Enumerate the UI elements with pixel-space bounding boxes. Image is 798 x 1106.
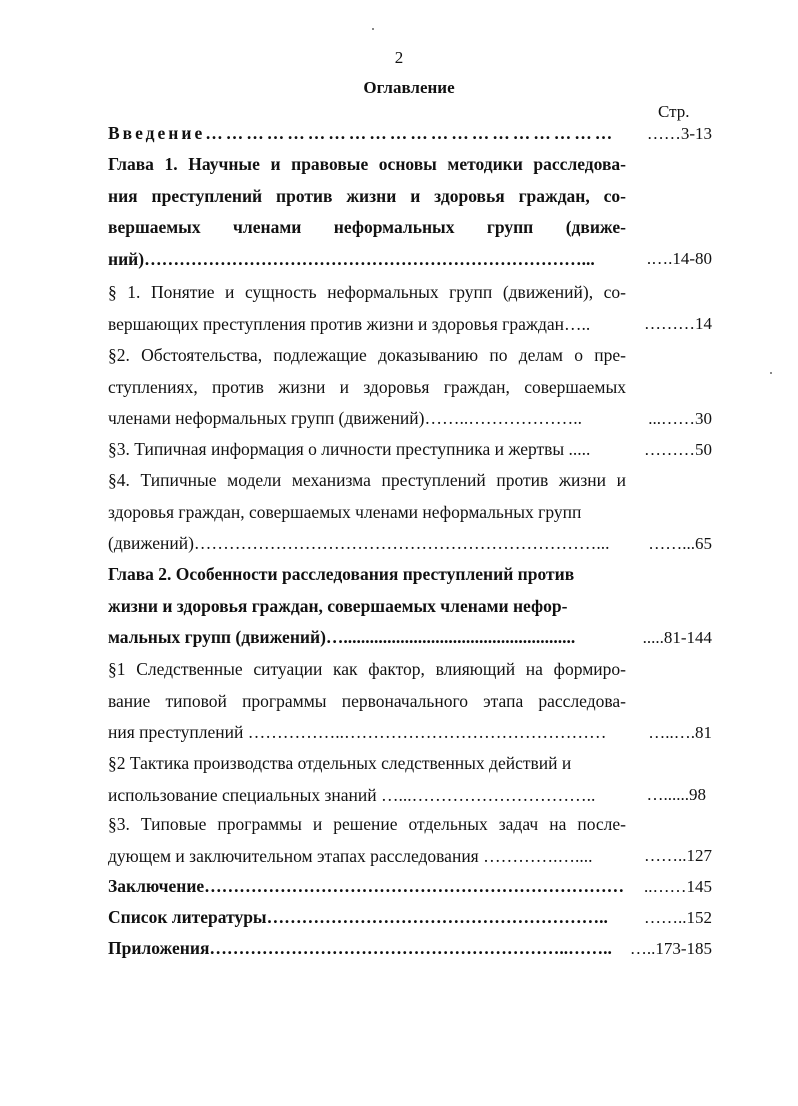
toc-entry-page: ……3-13 bbox=[646, 124, 712, 143]
toc-entry-line: §1 Следственные ситуации как фактор, влияющий на формиро- bbox=[108, 659, 626, 679]
toc-entry-chapter-2 bbox=[108, 559, 626, 654]
toc-entry-line: Приложения……………………………………………………..…….. bbox=[108, 938, 612, 958]
toc-entry-page: .….14-80 bbox=[646, 249, 712, 268]
toc-entry-line: ния преступлений против жизни и здоровья граждан, со- bbox=[108, 185, 626, 206]
toc-entry-line: ступлениях, против жизни и здоровья граждан, совершаемых bbox=[108, 376, 626, 397]
toc-title: Оглавление bbox=[363, 78, 455, 97]
toc-entry-line: вершающих преступления против жизни и здоровья граждан….. bbox=[108, 313, 591, 334]
page-column-header: Стр. bbox=[658, 102, 690, 121]
toc-entry-bibliography bbox=[108, 902, 626, 934]
toc-entry-line: использование специальных знаний …...………………………….. bbox=[108, 784, 596, 805]
toc-entry-line: Список литературы………………………………………………….. bbox=[108, 907, 608, 927]
toc-entry-line: §2 Тактика производства отдельных следственных действий и bbox=[108, 753, 572, 773]
toc-entry-line: Глава 2. Особенности расследования преступлений против bbox=[108, 564, 575, 584]
toc-entry-page: ...……30 bbox=[648, 409, 712, 428]
toc-entry-line: членами неформальных групп (движений)……..……………….. bbox=[108, 408, 582, 428]
toc-entry-conclusion bbox=[108, 871, 626, 903]
toc-entry-page: ……..127 bbox=[644, 846, 712, 865]
toc-entry-page: ………50 bbox=[644, 440, 712, 459]
page-number: 2 bbox=[394, 48, 404, 67]
toc-entry-line: здоровья граждан, совершаемых членами неформальных групп bbox=[108, 501, 582, 522]
toc-entry-page: …..….81 bbox=[648, 723, 712, 742]
toc-entry-line: ний)…………………………………………………………………... bbox=[108, 248, 595, 269]
toc-entry-line: §2. Обстоятельства, подлежащие доказыванию по делам о пре- bbox=[108, 345, 626, 365]
toc-entry-section-2-1 bbox=[108, 654, 626, 749]
toc-entry-introduction bbox=[108, 118, 626, 150]
toc-entry-line: Введение…………………………………………………… bbox=[108, 123, 616, 143]
toc-entry-page: ……..152 bbox=[644, 908, 712, 927]
toc-entry-appendices bbox=[108, 933, 626, 965]
toc-entry-section-1-3 bbox=[108, 434, 626, 466]
toc-entry-line: § 1. Понятие и сущность неформальных групп (движений), со- bbox=[108, 282, 626, 302]
toc-entry-section-1-4 bbox=[108, 465, 626, 560]
toc-entry-line: §3. Типовые программы и решение отдельных задач на после- bbox=[108, 814, 626, 834]
toc-entry-line: Заключение……………………………………………………………… bbox=[108, 876, 625, 896]
toc-entry-line: §4. Типичные модели механизма преступлений против жизни и bbox=[108, 470, 626, 490]
toc-entry-page: ..……145 bbox=[644, 877, 712, 896]
toc-entry-page: ………14 bbox=[644, 314, 712, 333]
toc-entry-section-1-2 bbox=[108, 340, 626, 435]
toc-entry-page: …..173-185 bbox=[629, 939, 712, 958]
toc-entry-line: Глава 1. Научные и правовые основы методики расследова- bbox=[108, 154, 626, 174]
toc-entry-section-1-1 bbox=[108, 277, 626, 340]
toc-entry-line: дующем и заключительном этапах расследования ………….….... bbox=[108, 845, 593, 866]
toc-entry-line: §3. Типичная информация о личности преступника и жертвы ..... bbox=[108, 439, 591, 459]
toc-entry-line: вершаемых членами неформальных групп (движе- bbox=[108, 217, 626, 237]
scan-speck bbox=[372, 28, 374, 30]
toc-entry-chapter-1 bbox=[108, 149, 626, 275]
toc-entry-line: мальных групп (движений)…..................................................... bbox=[108, 627, 576, 647]
toc-entry-line: (движений)……………………………………………………………... bbox=[108, 533, 610, 553]
toc-entry-line: вание типовой программы первоначального этапа расследова- bbox=[108, 690, 626, 711]
toc-entry-line: жизни и здоровья граждан, совершаемых членами нефор- bbox=[108, 595, 568, 616]
toc-entry-page: ……...65 bbox=[648, 534, 712, 553]
toc-entry-page: …......98 bbox=[646, 785, 706, 804]
toc-entry-page: .....81-144 bbox=[642, 628, 712, 647]
scan-speck bbox=[770, 372, 772, 374]
toc-entry-section-2-3 bbox=[108, 809, 626, 872]
toc-entry-line: ния преступлений ……………..……………………………………… bbox=[108, 722, 607, 742]
toc-entry-section-2-2 bbox=[108, 748, 626, 811]
